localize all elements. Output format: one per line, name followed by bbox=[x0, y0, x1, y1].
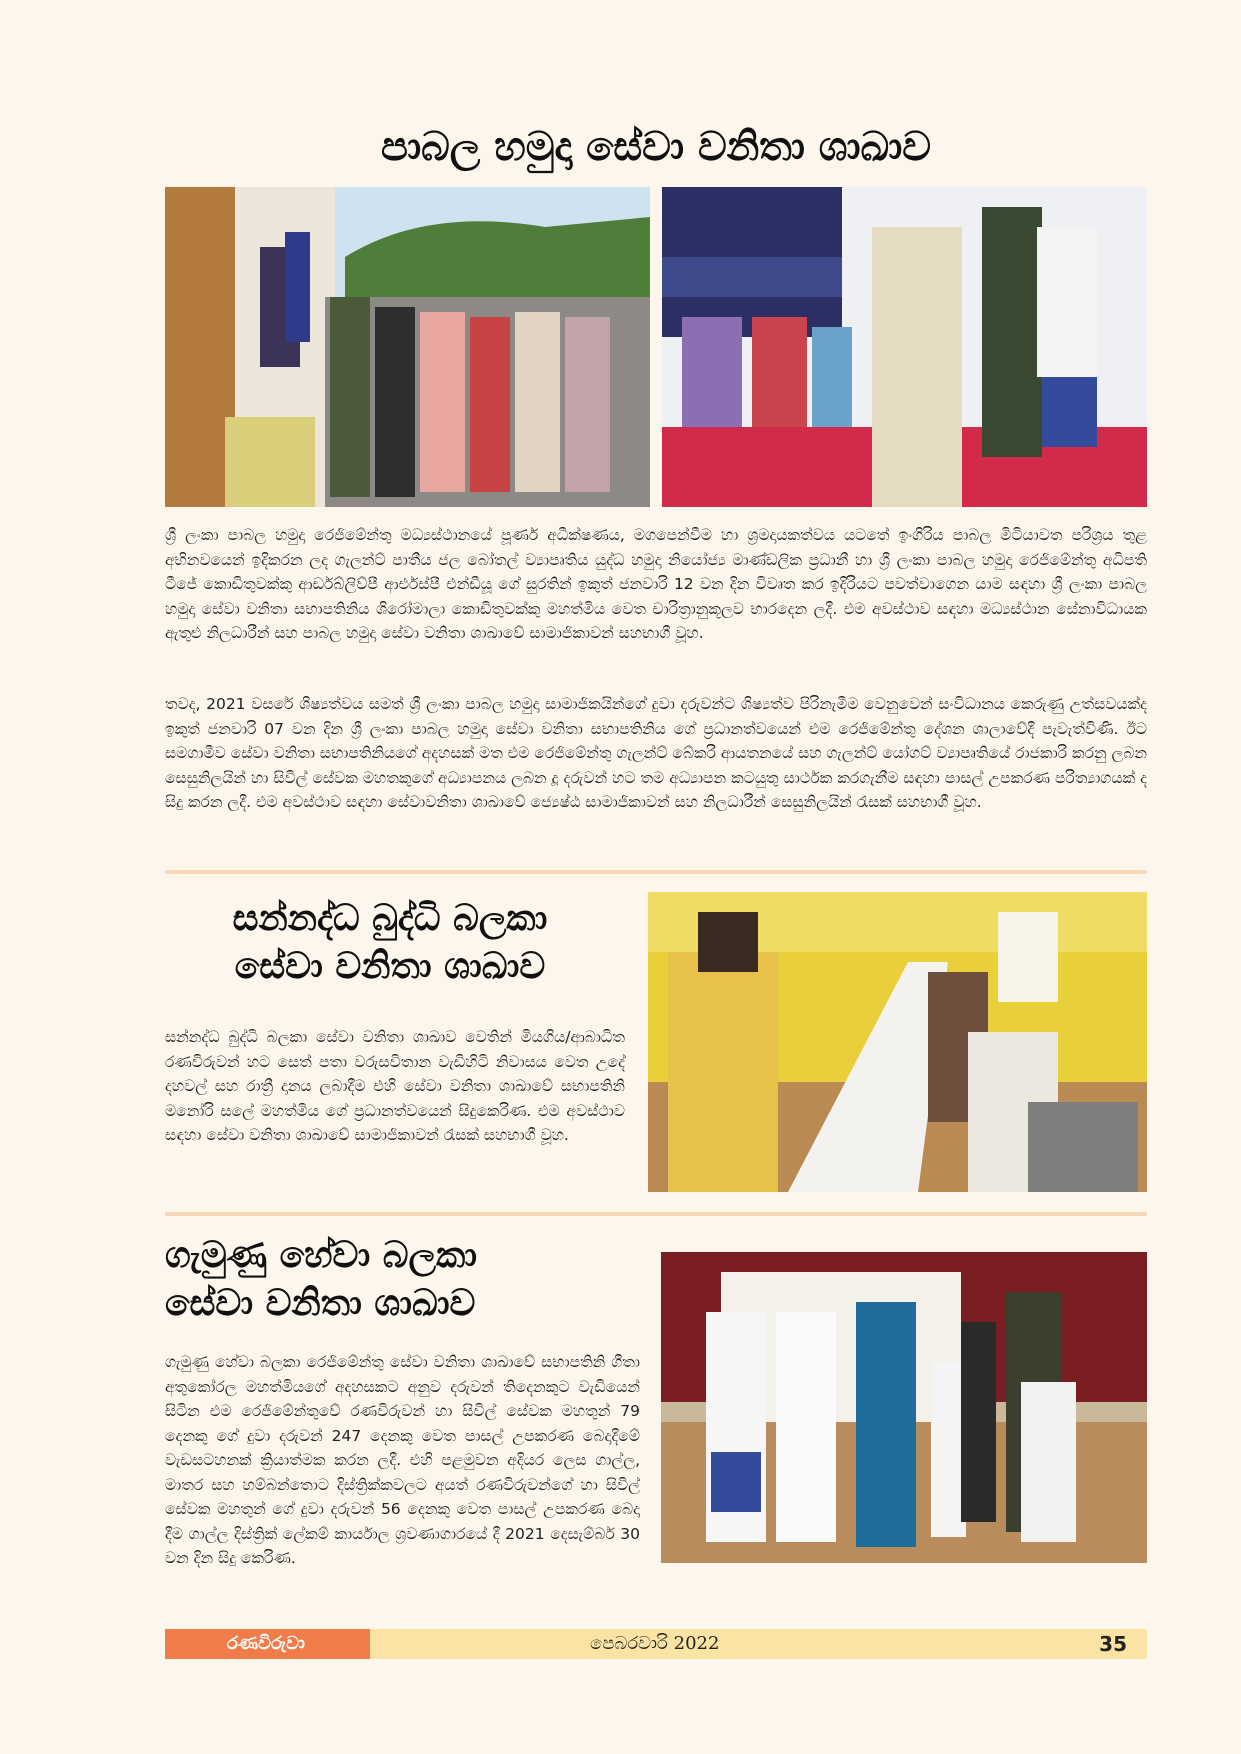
section-3-title-line-1: ගැමුණු හේවා බලකා bbox=[165, 1235, 478, 1276]
photo-almsgiving bbox=[648, 892, 1147, 1192]
section-3-title-line-2: සේවා වනිතා ශාඛාව bbox=[165, 1283, 476, 1324]
page-title: පාබල හමුදා සේවා වනිතා ශාඛාව bbox=[380, 124, 932, 170]
section-divider-1 bbox=[165, 870, 1147, 874]
section-2-title-line-1: සන්නද්ධ බුද්ධි බලකා bbox=[232, 898, 548, 939]
section-divider-2 bbox=[165, 1212, 1147, 1216]
page-number: 35 bbox=[1099, 1632, 1127, 1656]
photo-school-supplies bbox=[661, 1252, 1147, 1563]
section-2-title bbox=[165, 895, 615, 991]
footer-bar bbox=[370, 1629, 1147, 1659]
main-paragraph-1: ශ්‍රී ලංකා පාබල හමුදා රෙජිමේන්තු මධ්‍යස්ථානයේ පූර්ණ අධීක්ෂණය, මගපෙන්වීම හා ශ්‍රමදායකත්වය යටතේ ඉංගිරිය පාබල මිටියාවත පරිශ්‍රය තුළ අභිනවයෙන් ඉදිකරන ලද ගැලන්ට් පාතීය ජල බෝතල් ව්‍යාපෘතිය යුද්ධ හමුදා නියෝජ්‍ය මාණ්ඩලික ප්‍රධානී හා ශ්‍රී ලංකා පාබල හමුදා රෙජිමේන්තු අධිපති ටීජේ කොඩිතුවක්කු ආර්ඩබ්ලිව්පී ආර්එස්පී එන්ඩීයූ ගේ සුරතින් ඉකුත් ජනවාරි 12 වන දින විවෘත කර ඉදිරියට පවත්වාගෙන යාම සඳහා ශ්‍රී ලංකා පාබල හමුදා සේවා වනිතා සභාපතිනිය ශිරෝමාලා කොඩිතුවක්කු මහත්මිය වෙත චාරිත්‍රානුකූලව භාරදෙන ලදී. එම අවස්ථාව සඳහා මධ්‍යස්ථාන සේනාවිධායක ඇතුළු නිලධාරීන් සහ පාබල හමුදා සේවා වනිතා ශාඛාවේ සාමාජිකාවන් සහභාගී වූහ. bbox=[165, 526, 1147, 642]
section-2-title-line-2: සේවා වනිතා ශාඛාව bbox=[234, 946, 546, 987]
main-paragraph-2: තවද, 2021 වසරේ ශිෂ්‍යත්වය සමත් ශ්‍රී ලංකා පාබල හමුදා සාමාජිකයින්ගේ දුවා දරුවන්ට ශිෂ්‍යත්ව පිරිනැමීම වෙනුවෙන් සංවිධානය කෙරුණු උත්සවයක්ද ඉකුත් ජනවාරි 07 වන දින ශ්‍රී ලංකා පාබල හමුදා සේවා වනිතා සභාපතිනිය ගේ ප්‍රධානත්වයෙන් එම රෙජිමේන්තු දේශන ශාලාවේදී පැවැත්විණි. ඊට සමගාමීව සේවා වනිතා සභාපතිනියගේ අදහසක් මත එම රෙජිමේන්තු ගැලන්ට් බේකරි ආයතනයේ සහ ගැලන්ට් යෝගට් ව්‍යාපෘතියේ රාජකාරි කරනු ලබන සෙසුනිලයින් හා සිවිල් සේවක මහතකුගේ අධ්‍යාපනය ලබන දූ දරුවන් හට තම අධ්‍යාපන කටයුතු සාර්ථක කරගැනීම සඳහා පාසල් උපකරණ පරිත්‍යාගයක් ද සිදු කරන ලදී. එම අවස්ථාව සඳහා සේවාවනිතා ශාඛාවේ ජ්‍යෙෂ්ඨ සාමාජිකාවන් සහ නිලධාරීන් සෙසුනිලයින් රැසක් සහභාගී වූහ. bbox=[165, 695, 1147, 811]
section-2-paragraph: සන්නද්ධ බුද්ධි බලකා සේවා වනිතා ශාඛාව වෙතින් මියගිය/ආබාධිත රණවිරුවන් හට සෙත් පතා වරුසවිතාන වැඩිහිටි නිවාසය වෙත උදේ දහවල් සහ රාත්‍රී දානය ලබාදීම එහි සේවා වනිතා ශාඛාවේ සභාපතිනි මනෝරි සලේ මහත්මිය ගේ ප්‍රධානත්වයෙන් සිදුකෙරිණ. එම අවස්ථාව සඳහා සේවා වනිතා ශාඛාවේ සාමාජිකාවන් රැසක් සහභාගී වූහ. bbox=[165, 1028, 625, 1144]
footer-date: පෙබරවාරි 2022 bbox=[590, 1633, 720, 1654]
section-3-paragraph: ගැමුණු හේවා බලකා රෙජිමේන්තු සේවා වනිතා ශාඛාවේ සභාපතිනි ගීතා අතුකෝරල මහත්මියගේ අදහසකට අනුව දරුවන් තිදෙනකුට වැඩියෙන් සිටින එම රෙජිමේන්තුවේ රණවිරුවන් හා සිවිල් සේවක මහතුන් 79 දෙනකු ගේ දුවා දරුවන් 247 දෙනකු වෙත පාසල් උපකරණ බෙදාදීමේ වැඩසටහනක් ක්‍රියාත්මක කරන ලදී. එහි පළමුවන අදියර ලෙස ගාල්ල, මාතර සහ හම්බන්තොට දිස්ත්‍රික්කවලට අයත් රණවිරුවන්ගේ හා සිවිල් සේවක මහතුන් ගේ දුවා දරුවන් 56 දෙනකු වෙත පාසල් උපකරණ බෙදා දීම ගාල්ල දිස්ත්‍රික් ලේකම් කාර්යාල ශ්‍රවණාගාරයේ දී 2021 දෙසැම්බර් 30 වන දින සිදු කෙරිණ. bbox=[165, 1353, 640, 1567]
photo-plaque-unveiling bbox=[165, 187, 650, 507]
section-3-title bbox=[165, 1232, 635, 1328]
photo-scholarship-presentation bbox=[662, 187, 1147, 507]
footer-magazine-name: රණවිරුවා bbox=[165, 1629, 370, 1659]
